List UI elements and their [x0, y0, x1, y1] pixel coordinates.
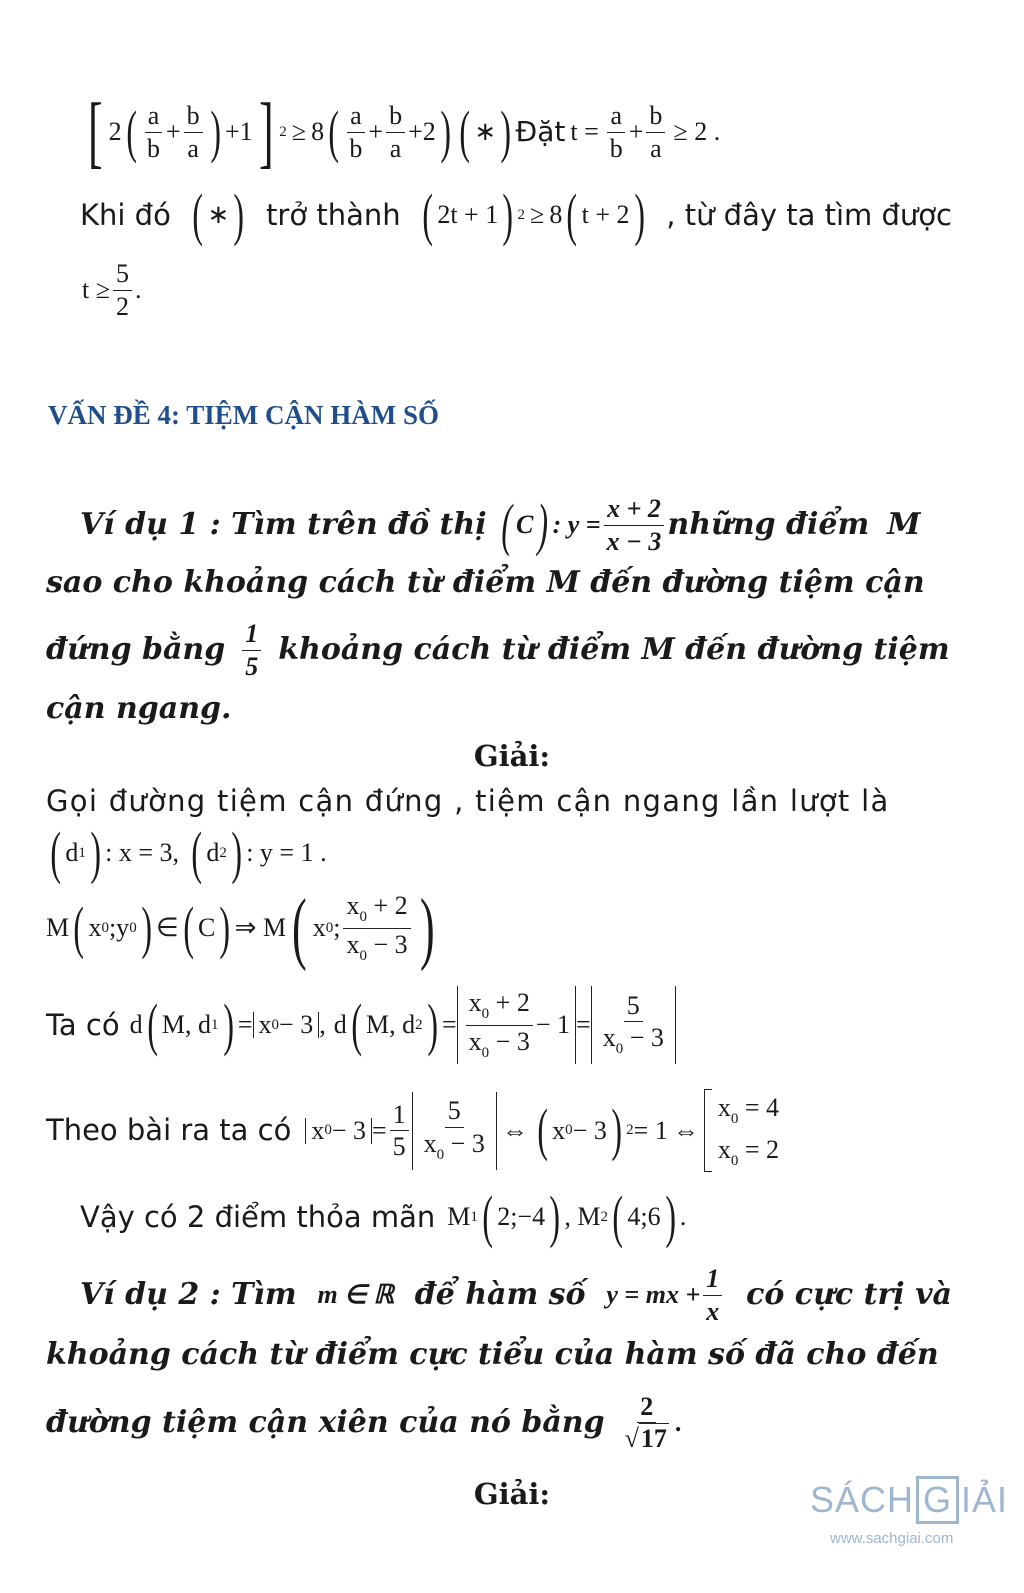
example-2-lead: Ví dụ 2 : Tìm	[80, 1277, 297, 1312]
example-1-lead: Ví dụ 1 : Tìm trên đồ thị	[80, 507, 487, 542]
substitution-line: Khi đó ( ∗ ) trở thành ( 2t + 1 ) 2 ≥ 8 ( t + 2 ) , từ đây ta tìm được	[80, 181, 952, 247]
example-1-nhung-diem: những điểm	[667, 507, 870, 542]
example-1-dung-bang: đứng bằng	[46, 632, 226, 667]
example-2-line-3: đường tiệm cận xiên của nó bằng $\frac{2}{√17}$ .	[46, 1391, 682, 1453]
example-2-line-2: khoảng cách từ điểm cực tiểu của hàm số đã cho đến	[46, 1337, 939, 1372]
result-t: t ≥ $\frac{5}{2}$ .	[82, 259, 142, 321]
equation-line: Theo bài ra ta có x 0 − 3 = $\frac{1}{5}$ $\frac{5}{x_0 - 3}$ ⇔ ( x 0 − 3 ) 2 = 1 ⇔ $x_0 = 4$ $x_0 = 2$	[46, 1088, 779, 1173]
section-heading: VẤN ĐỀ 4: TIỆM CẬN HÀM SỐ	[48, 400, 440, 430]
vay-co-text: Vậy có 2 điểm thỏa mãn	[80, 1199, 436, 1234]
example-1-khoang-cach: khoảng cách từ điểm M đến đường tiệm	[278, 632, 950, 667]
sachgiai-logo: SÁCH G IẢI www.sachgiai.com	[810, 1470, 1010, 1560]
example-1-line-3: đứng bằng $\frac{1}{5}$ khoảng cách từ điểm M đến đường tiệm	[46, 619, 950, 681]
solution-1-line-1: Gọi đường tiệm cận đứng , tiệm cận ngang lần lượt là	[46, 784, 890, 818]
conclusion-line: Vậy có 2 điểm thỏa mãn M 1 ( 2;−4 ) , M 2 ( 4;6 ) .	[80, 1183, 687, 1249]
ta-co-text: Ta có	[46, 1007, 120, 1042]
theo-bai-text: Theo bài ra ta có	[46, 1113, 292, 1147]
dat-text: Đặt	[515, 115, 566, 148]
example-1-line-2: sao cho khoảng cách từ điểm M đến đường tiệm cận	[46, 565, 925, 600]
inequality-line: [ 2 ( $\frac{a}{b}$ + $\frac{b}{a}$ ) +1 ] 2 ≥ 8 ( $\frac{a}{b}$ + $\frac{b}{a}$ +2 ) ( ∗ ) Đặt t = $\frac{a}{b}$ + $\frac{b}{a}$ ≥ 2 .	[87, 88, 721, 176]
tu-day-text: , từ đây ta tìm được	[666, 197, 952, 232]
example-2-ham-so: để hàm số	[414, 1277, 586, 1312]
solution-1-title: Giải:	[473, 739, 551, 773]
distance-line: Ta có d ( M, d 1 ) = x 0 − 3 , d ( M, d 2 ) = $\frac{x_0 + 2}{x_0 - 3}$ − 1 = $\frac{5}{x_0 - 3}$	[46, 985, 676, 1065]
example-2-xien: đường tiệm cận xiên của nó bằng	[46, 1404, 605, 1440]
example-1-line-1: Ví dụ 1 : Tìm trên đồ thị ( C ) : y = $\frac{x + 2}{x - 3}$ những điểm M	[80, 491, 921, 557]
example-1-line-4: cận ngang.	[46, 691, 232, 726]
khi-do-text: Khi đó	[80, 197, 171, 232]
asymptotes-formula: ( d 1 ) : x = 3, ( d 2 ) : y = 1 .	[50, 819, 327, 885]
solution-2-title: Giải:	[473, 1477, 551, 1511]
point-m-formula: M ( x 0 ;y 0 ) ∈ ( C ) ⇒ M ( x 0 ; $\frac{x_0 + 2}{x_0 - 3}$ )	[46, 884, 435, 972]
example-2-line-1: Ví dụ 2 : Tìm m ∈ ℝ để hàm số y = mx + $\frac{1}{x}$ có cực trị và	[80, 1264, 952, 1326]
tro-thanh-text: trở thành	[266, 197, 401, 232]
example-2-cuc-tri: có cực trị và	[746, 1277, 952, 1312]
